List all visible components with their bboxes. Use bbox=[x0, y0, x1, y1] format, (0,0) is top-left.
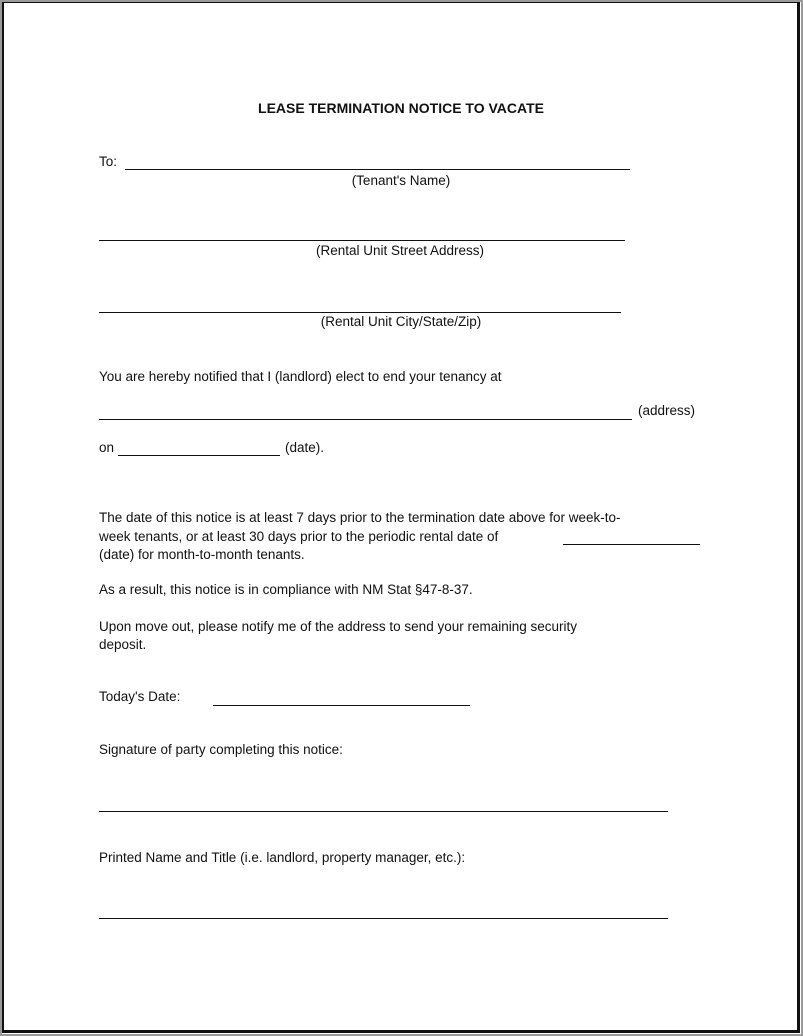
signature-label: Signature of party completing this notice: bbox=[99, 742, 343, 757]
tenant-name-caption: (Tenant's Name) bbox=[351, 173, 451, 188]
todays-date-label: Today's Date: bbox=[99, 689, 181, 704]
rental-date-line[interactable] bbox=[563, 544, 700, 545]
notify-text: You are hereby notified that I (landlord) elect to end your tenancy at bbox=[99, 369, 502, 384]
tenant-name-line[interactable] bbox=[125, 169, 630, 170]
date-caption: (date). bbox=[285, 440, 325, 455]
end-date-line[interactable] bbox=[118, 455, 280, 456]
city-state-zip-caption: (Rental Unit City/State/Zip) bbox=[320, 314, 482, 329]
todays-date-line[interactable] bbox=[213, 705, 470, 706]
address-caption: (address) bbox=[638, 403, 696, 418]
move-out-line-1: Upon move out, please notify me of the address to send your remaining security bbox=[99, 619, 578, 634]
on-label: on bbox=[99, 440, 115, 455]
to-label: To: bbox=[99, 154, 118, 169]
document-title: LEASE TERMINATION NOTICE TO VACATE bbox=[258, 100, 544, 116]
street-address-line[interactable] bbox=[99, 240, 625, 241]
notice-paragraph-line-1: The date of this notice is at least 7 days prior to the termination date above for week-to- bbox=[99, 510, 621, 525]
printed-name-label: Printed Name and Title (i.e. landlord, property manager, etc.): bbox=[99, 850, 466, 865]
street-address-caption: (Rental Unit Street Address) bbox=[315, 243, 485, 258]
notice-paragraph-line-2: week tenants, or at least 30 days prior to the periodic rental date of bbox=[99, 529, 499, 544]
tenancy-address-line[interactable] bbox=[99, 419, 632, 420]
move-out-line-2: deposit. bbox=[99, 637, 147, 652]
notice-paragraph-line-3: (date) for month-to-month tenants. bbox=[99, 547, 305, 562]
signature-line[interactable] bbox=[99, 811, 668, 812]
printed-name-line[interactable] bbox=[99, 918, 668, 919]
compliance-text: As a result, this notice is in compliance with NM Stat §47-8-37. bbox=[99, 582, 473, 597]
